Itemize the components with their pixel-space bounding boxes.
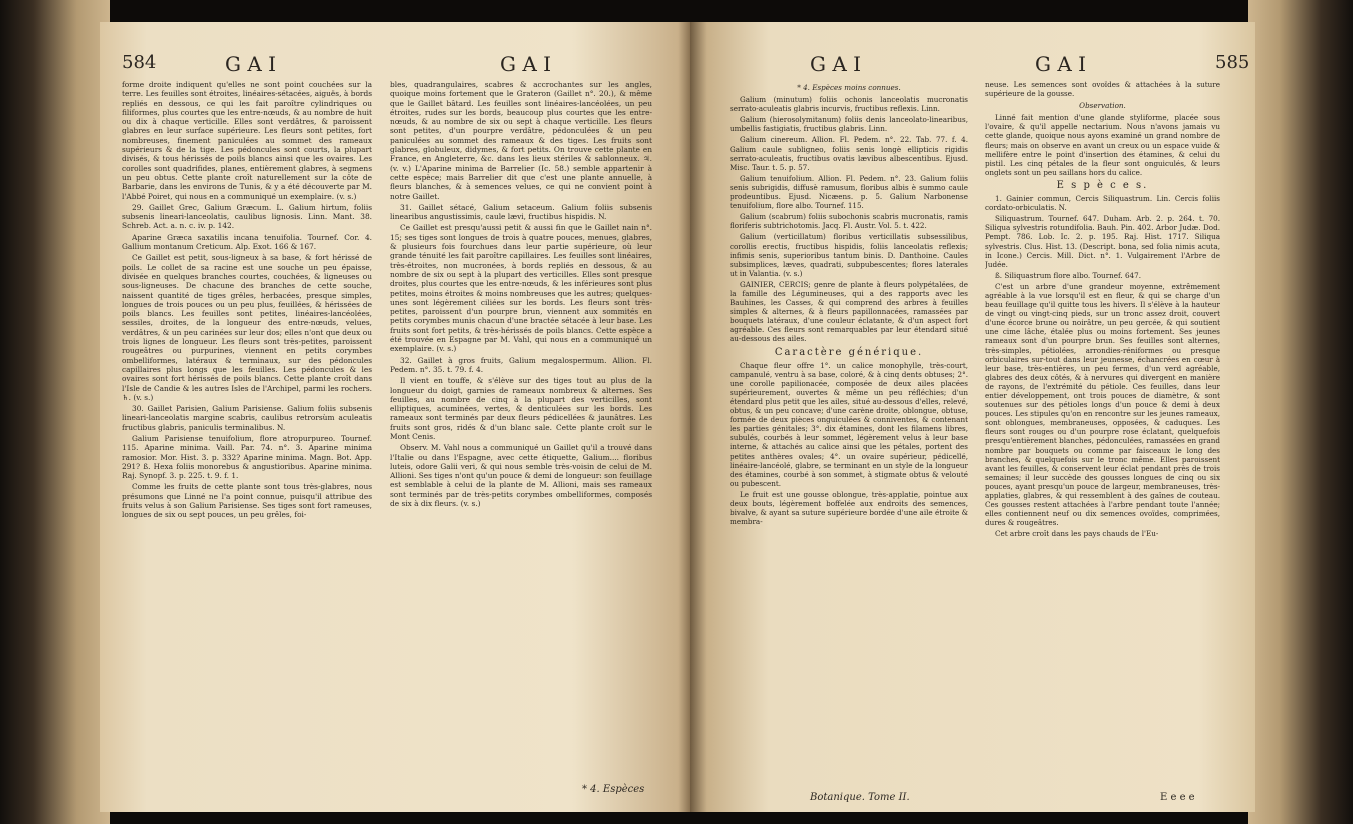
text-column-right	[985, 80, 1220, 792]
left-page-edges	[0, 0, 110, 824]
paragraph: Linné fait mention d'une glande styliforme, placée sous l'ovaire, & qu'il appelle nectarium. Nous n'avons jamais vu cette glande, quoique nous ayons examiné un grand nombre de fleurs; mais on observe en avant un creux ou un espace vuide & mellifère entre le point d'insertion des étamines, & celui du pistil. Les cinq pétales de la fleur sont onguiculés, & leurs onglets sont un peu saillans hors du calice.	[985, 113, 1220, 177]
page-number: 584	[122, 52, 157, 73]
section-heading: * 4. Espèces moins connues.	[797, 83, 901, 92]
paragraph: Observ. M. Vahl nous a communiqué un Gaillet qu'il a trouvé dans l'Italie ou dans l'Espagne, avec cette étiquette, Galium.... floribus luteis, odore Galii veri, & qui nous semble très-voisin de celui de M. Allioni. Ses tiges n'ont qu'un pouce & demi de longueur: son feuillage est semblable à celui de la plante de M. Allioni, mais ses rameaux sont terminés par de très-petits corymbes ombelliformes, composés de six à dix fleurs. (v. s.)	[390, 443, 652, 509]
paragraph: 31. Gaillet sétacé, Galium setaceum. Galium foliis subsenis linearibus angustissimis, caule lævi, fructibus hispidis. N.	[390, 202, 652, 222]
paragraph: Chaque fleur offre 1°. un calice monophylle, très-court, campanulé, ventru à sa base, coloré, & à cinq dents obtuses; 2°. une corolle papilionacée, composée de deux ailes placées supérieurement, ouvertes & même un peu réfléchies; d'un étendard plus petit que les ailes, situé au-dessous d'elles, relevé, obtus, & un peu concave; d'une carène droite, oblongue, obtuse, formée de deux pièces onguiculées & conniventes, & contenant les parties génitales; 3°. dix étamines, dont les filamens libres, subulés, courbés à leur sommet, légèrement velus à leur base interne, & attachés au calice ainsi que les pétales, portent des petites anthères ovales; 4°. un ovaire supérieur, pédicellé, linéaire-lancéolé, glabre, se terminant en un style de la longueur des étamines, courbé à son sommet, à stigmate obtus & velouté ou pubescent.	[730, 360, 968, 488]
paragraph: GAINIER, CERCIS; genre de plante à fleurs polypétalées, de la famille des Légumineuses, qui a des rapports avec les Bauhines, les Casses, & qui comprend des arbres à feuilles simples & alternes, & à fleurs papillonnacées, ramassées par bouquets latéraux, d'une couleur éclatante, & d'un aspect fort agréable. Ces fleurs sont remarquables par leur étendard situé au-dessous des ailes.	[730, 279, 968, 344]
paragraph: Galium cinereum. Allion. Fl. Pedem. n°. 22. Tab. 77. f. 4. Galium caule subligneo, foliis senis longè ellipticis rigidis serrato-aculeatis, fructibus ovatis lævibus albescentibus. Ejusd. Misc. Taur. t. 5. p. 57.	[730, 135, 968, 172]
section-heading: E s p è c e s.	[1056, 179, 1149, 191]
paragraph: Aparine Græca saxatilis incana tenuifolia. Tournef. Cor. 4. Gallium montanum Creticum. Alp. Exot. 166 & 167.	[122, 232, 372, 252]
running-head-col2: G A I	[500, 52, 552, 76]
paragraph: Ce Gaillet est petit, sous-ligneux à sa base, & fort hérissé de poils. Le collet de sa racine est une souche un peu épaisse, divisée en quelques branches courtes, couchées, & ligneuses ou sous-ligneuses. De chacune des branches de cette souche, naissent quantité de tiges grêles, herbacées, presque simples, longues de trois pouces ou un peu plus, feuillées, & hérissées de poils blancs. Les feuilles sont petites, linéaires-lancéolées, sessiles, droites, de la longueur des entre-nœuds, velues, verdâtres, & un peu carinées sur leur dos; elles n'ont que deux ou trois lignes de longueur. Les fleurs sont très-petites, paroissent rougeâtres ou purpurines, viennent en petits corymbes ombelliformes, latéraux & terminaux, sur des pédoncules capillaires plus longs que les feuilles. Les pédoncules & les ovaires sont fort hérissés de poils blancs. Cette plante croît dans l'Isle de Candie & les autres Isles de l'Archipel, parmi les rochers. ♄. (v. s.)	[122, 253, 372, 402]
paragraph: Galium tenuifolium. Allion. Fl. Pedem. n°. 23. Galium foliis senis subrigidis, diffusè ramusum, floribus albis è summo caule prodeuntibus. Ejusd. Nicæens. p. 5. Galium Narbonense tenuifolium, flore albo. Tournef. 115.	[730, 173, 968, 211]
paragraph: forme droite indiquent qu'elles ne sont point couchées sur la terre. Les feuilles sont étroites, linéaires-sétacées, aiguës, à bords repliés en dessous, ce qui les fait paroître cylindriques ou filiformes, plus courtes que les entre-nœuds, & au nombre de huit ou dix à chaque verticille. Elles sont verdâtres, & paroissent glabres en leur surface supérieure. Les fleurs sont petites, fort nombreuses, finement paniculées au sommet des rameaux supérieurs & de la tige. Les pédoncules sont courts, la plupart divisés, & tous hérissés de poils blancs ainsi que les ovaires. Les corolles sont quadrifides, planes, entièrement glabres, à segmens un peu obtus. Cette plante croît naturellement sur la côte de Barbarie, dans les environs de Tunis, & y a été découverte par M. l'Abbé Poiret, qui nous en a communiqué un exemplaire. (v. s.)	[122, 80, 372, 201]
paragraph: 30. Gaillet Parisien, Galium Parisiense. Galium foliis subsenis lineari-lanceolatis margine scabris, caulibus retrorsùm aculeatis fructibus glabris, paniculis terminalibus. N.	[122, 404, 372, 432]
right-page-edges	[1248, 0, 1353, 824]
paragraph: Cet arbre croît dans les pays chauds de l'Eu-	[995, 529, 1159, 539]
paragraph: ß. Siliquastrum flore albo. Tournef. 647.	[995, 270, 1141, 280]
paragraph: neuse. Les semences sont ovoïdes & attachées à la suture supérieure de la gousse.	[985, 80, 1220, 99]
section-heading: Caractère générique.	[774, 346, 924, 358]
paragraph: Siliquastrum. Tournef. 647. Duham. Arb. 2. p. 264. t. 70. Siliqua sylvestris rotundifolia. Bauh. Pin. 402. Arbor Judæ. Dod. Pempt. 786. Lob. Ic. 2. p. 195. Raj. Hist. 1717. Siliqua sylvestris. Clus. Hist. 13. (Descript. bona, sed folia nimis acuta, in Icone.) Cercis. Mill. Dict. n°. 1. Vulgairement l'Arbre de Judée.	[985, 214, 1220, 269]
text-column-right	[390, 80, 652, 780]
section-heading: Observation.	[1079, 101, 1126, 111]
text-column-left	[122, 80, 372, 795]
paragraph: Ce Gaillet est presqu'aussi petit & aussi fin que le Gaillet nain n°. 15; ses tiges sont longues de trois à quatre pouces, menues, glabres, & plusieurs fois fourchues dans leur partie supérieure, où leur grande ténuité les fait paroître capillaires. Les feuilles sont linéaires, très-étroites, non mucronées, à bords repliés en dessous, & au nombre de six ou sept à la plupart des verticilles. Elles sont presque droites, plus courtes que les entre-nœuds, & les inférieures sont plus petites, moins étroites & moins nombreuses que les autres; quelques-unes sont légèrement ciliées sur les bords. Les fleurs sont très-petites, paroissent d'un pourpre brun, viennent aux sommités en petits corymbes munis chacun d'une bractée sétacée à leur base. Les fruits sont fort petits, & très-hérissés de poils blancs. Cette espèce a été trouvée en Espagne par M. Vahl, qui nous en a communiqué un exemplaire. (v. s.)	[390, 223, 652, 354]
paragraph: Le fruit est une gousse oblongue, très-applatie, pointue aux deux bouts, légèrement boffelée aux endroits des semences, bivalve, & ayant sa suture supérieure bordée d'une aile étroite & membra-	[730, 489, 968, 527]
paragraph: C'est un arbre d'une grandeur moyenne, extrêmement agréable à la vue lorsqu'il est en fleur, & qui se charge d'un beau feuillage qu'il quitte tous les hivers. Il s'élève à la hauteur de vingt ou vingt-cinq pieds, sur un tronc assez droit, couvert d'une écorce brune ou noirâtre, un peu gercée, & qui soutient une cime lâche, étalée plus ou moins fortement. Ses jeunes rameaux sont d'un pourpre brun. Ses feuilles sont alternes, très-simples, pétiolées, arrondies-réniformes ou presque orbiculaires sur-tout dans leur jeunesse, échancrées en cœur à leur base, très-entières, un peu fermes, d'un verd agréable, glabres des deux côtés, & à nervures qui divergent en manière de rayons, de l'extrémité du pétiole. Ces feuilles, dans leur entier développement, ont trois pouces de diamètre, & sont soutenues sur des pétioles longs d'un pouce & demi à deux pouces. Les stipules qu'on en rencontre sur les jeunes rameaux, sont oblongues, membraneuses, opposées, & caduques. Les fleurs sont rouges ou d'un pourpre rose éclatant, quelquefois presqu'entièrement blanches, pédonculées, ramassées en grand nombre par bouquets ou comme par faisceaux le long des branches, & quelquefois sur le tronc même. Elles paroissent avant les feuilles, & conservent leur éclat pendant près de trois semaines; il leur succède des gousses longues de cinq ou six pouces, ayant presqu'un pouce de largeur, membraneuses, très-applaties, glabres, & qui ressemblent à des gaînes de couteau. Ces gousses restent attachées à l'arbre pendant toute l'année; elles contiennent neuf ou dix semences ovoïdes, comprimées, dures & rougeâtres.	[985, 281, 1220, 528]
paragraph: Galium (minutum) foliis ochonis lanceolatis mucronatis serrato-aculeatis glabris incurvis, fructibus reflexis. Linn.	[730, 95, 968, 114]
paragraph: Galium (verticillatum) floribus verticillatis subsessilibus, corollis erectis, fructibus hispidis, foliis lanceolatis reflexis; infimis senis, superioribus tantum binis. D. Danthoine. Caules subsimplices, læves, quadrati, subpubescentes; flores laterales ut in Valantia. (v. s.)	[730, 232, 968, 278]
paragraph: Galium (hierosolymitanum) foliis denis lanceolato-linearibus, umbellis fastigiatis, fructibus glabris. Linn.	[730, 115, 968, 134]
paragraph: Galium (scabrum) foliis subochonis scabris mucronatis, ramis floriferis subtrichotomis. Jacq. Fl. Austr. Vol. 5. t. 422.	[730, 212, 968, 231]
paragraph: bles, quadrangulaires, scabres & accrochantes sur les angles, quoique moins fortement que le Grateron (Gaillet n°. 20.), & même que le Gaillet bâtard. Les feuilles sont linéaires-lancéolées, un peu étroites, rudes sur les bords, beaucoup plus courtes que les entre-nœuds, & au nombre de six ou sept à chaque verticille. Les fleurs sont petites, d'un pourpre verdâtre, pédonculées & un peu paniculées au sommet des rameaux & des tiges. Les fruits sont glabres, globuleux, didymes, & fort petits. On trouve cette plante en France, en Angleterre, &c. dans les lieux stériles & sablonneux. ♃. (v. v.) L'Aparine minima de Barrelier (Ic. 58.) semble appartenir à cette espèce; mais Barrelier dit que c'est une plante annuelle, à fleurs blanches, & à semences velues, ce qui ne convient point à notre Gaillet.	[390, 80, 652, 201]
paragraph: 32. Gaillet à gros fruits, Galium megalospermum. Allion. Fl. Pedem. n°. 35. t. 79. f. 4.	[390, 355, 652, 374]
left-page	[100, 22, 690, 812]
paragraph: 1. Gainier commun, Cercis Siliquastrum. Lin. Cercis foliis cordato-orbiculatis. N.	[985, 194, 1220, 213]
page-number: 585	[1215, 52, 1250, 73]
text-column-left	[730, 80, 968, 792]
right-page	[690, 22, 1255, 812]
paragraph: Comme les fruits de cette plante sont tous très-glabres, nous présumons que Linné ne l'a point connue, puisqu'il attribue des fruits velus à son Galium Parisiense. Ses tiges sont fort rameuses, longues de six ou sept pouces, un peu grêles, foi-	[122, 482, 372, 520]
paragraph: 29. Gaillet Grec, Galium Græcum. L. Galium hirtum, foliis subsenis lineari-lanceolatis, caulibus lignosis. Linn. Mant. 38. Schreb. Act. a. n. c. iv. p. 142.	[122, 202, 372, 231]
catchword: * 4. Espèces	[582, 784, 645, 795]
running-head-col2: G A I	[1035, 52, 1087, 76]
footer-signature: Botanique. Tome II.	[810, 792, 910, 803]
running-head: G A I	[810, 52, 862, 76]
paragraph: Galium Parisiense tenuifolium, flore atropurpureo. Tournef. 115. Aparine minima. Vaill. Par. 74. n°. 3. Aparine minima ramosior. Mor. Hist. 3. p. 332? Aparine minima. Magn. Bot. App. 291? ß. Hexa foliis monorebus & angustioribus. Aparine minima. Raj. Synopf. 3. p. 225. t. 9. f. 1.	[122, 433, 372, 481]
running-head: G A I	[225, 52, 277, 76]
catchword: E e e e	[1160, 792, 1195, 803]
paragraph: Il vient en touffe, & s'élève sur des tiges tout au plus de la longueur du doigt, garnies de rameaux nombreux & alternes. Ses feuilles, au nombre de cinq à la plupart des verticilles, sont elliptiques, acuminées, vertes, & denticulées sur les bords. Les rameaux sont terminés par deux fleurs pédicellées & jaunâtres. Les fruits sont gros, ridés & d'un blanc sale. Cette plante croît sur le Mont Cenis.	[390, 376, 652, 441]
